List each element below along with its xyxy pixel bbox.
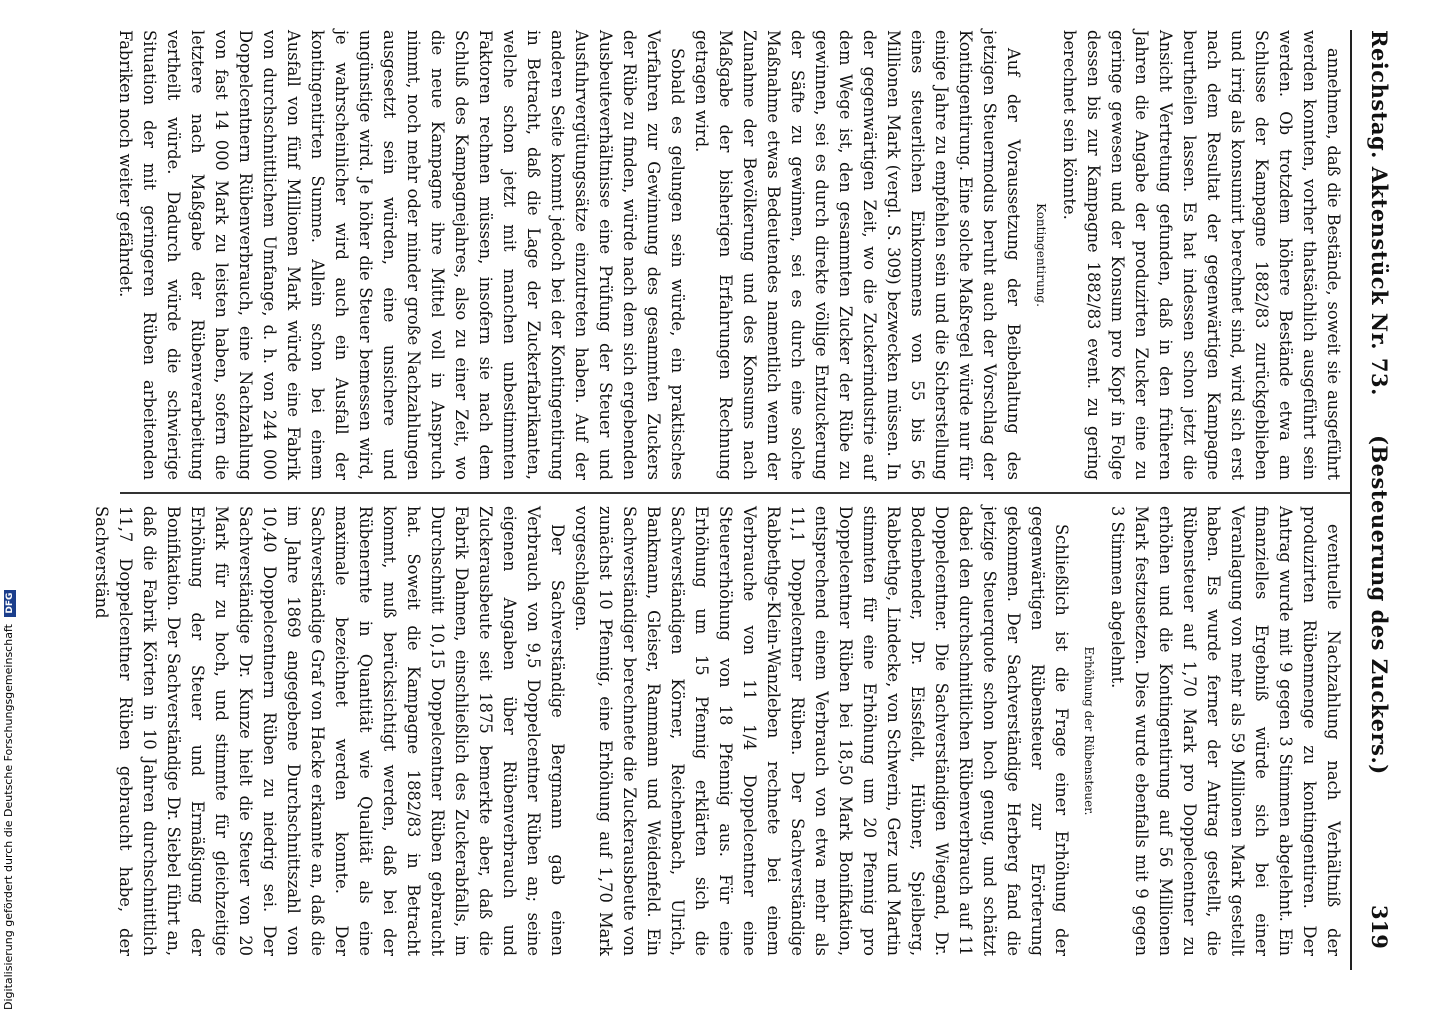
left-column xyxy=(113,30,1345,480)
right-column xyxy=(89,506,1345,956)
paragraph: Schließlich ist die Frage einer Erhöhung der gegenwärtigen Rübensteuer zur Erörterung gekommen. Der Sachverständige Herberg fand die jetzige Steuerquote schon hoch genug, und schätzt dabei den durchschnittlichen Rübenverbrauch auf 11 Doppelcentner. Die Sachverständigen Wiegand, Dr. Bodenbender, Dr. Eissfeldt, Hübner, Spielberg, Rabbethge, Lindecke, von Schwerin, Gerz und Martin stimmten für eine Erhöhung um 20 Pfennig pro Doppelcentner Rüben bei 18,50 Mark Bonifikation, entsprechend einem Verbrauch von etwa mehr als 11,1 Doppelcentner Rüben. Der Sachverständige Rabbethge-Klein-Wanzleben rechnete bei einem Verbrauche von 11 1/4 Doppelcentner eine Steuererhöhung von 18 Pfennig aus. Für eine Erhöhung um 15 Pfennig erklärten sich die Sachverständigen Körner, Reichenbach, Ulrich, Bankmann, Gleiser, Rammann und Weidenfeld. Ein Sachverständiger berechnete die Zuckerausbeute von zunächst 10 Pfennig, eine Erhöhung auf 1,70 Mark vorgeschlagen. xyxy=(572,506,1071,956)
dfg-logo: DFG xyxy=(4,590,16,617)
header-subtitle: (Besteuerung des Zuckers.) xyxy=(1367,434,1392,775)
page-header xyxy=(1367,30,1392,775)
column-divider xyxy=(120,492,1350,494)
paragraph: Der Sachverständige Bergmann gab einen Verbrauch von 9,5 Doppelcentner Rüben an; seine eigenen Angaben über Rübenverbrauch und Zuckerausbeute seit 1875 bemerkte aber, daß die Fabrik Dahmen, einschließlich des Zuckerabfalls, im Durchschnitt 10,15 Doppelcentner Rüben gebraucht hat. Soweit die Kampagne 1882/83 in Betracht kommt, muß berücksichtigt werden, daß bei der Rübenernte in Quantität wie Qualität als eine maximale bezeichnet werden konnte. Der Sachverständige Graf von Hacke erkannte an, daß die im Jahre 1869 angegebene Durchschnittszahl von 10,40 Doppelcentnern Rüben zu niedrig sei. Der Sachverständige Dr. Kunze hielt die Steuer von 20 Mark für zu hoch, und stimmte für gleichzeitige Erhöhung der Steuer und Ermäßigung der Bonifikation. Der Sachverständige Dr. Siebel führt an, daß die Fabrik Körten in 10 Jahren durchschnittlich 11,7 Doppelcentner Rüben gebraucht habe, der Sachverständ xyxy=(92,506,567,956)
paragraph: Sobald es gelungen sein würde, ein praktisches Verfahren zur Gewinnung des gesammten Zuckers der Rübe zu finden, würde nach dem sich ergebenden Ausbeuteverhältnisse eine Prüfung der Steuer und Ausfuhrvergütungssätze einzutreten haben. Auf der anderen Seite kommt jedoch bei der Kontingentirung in Betracht, daß die Lage der Zuckerfabrikanten, welche schon jetzt mit manchen unbestimmten Faktoren rechnen müssen, insofern sie nach dem Schluß des Kampagnejahres, also zu einer Zeit, wo die neue Kampagne ihre Mittel voll in Anspruch nimmt, noch mehr oder minder große Nachzahlungen ausgesetzt sein würden, eine unsichere und ungünstige wird. Je höher die Steuer bemessen wird, je wahrscheinlicher wird auch ein Ausfall der kontingentirten Summe. Allein schon bei einem Ausfall von fünf Millionen Mark würde eine Fabrik von durchschnittlichem Umfange, d. h. von 244 000 Doppelcentnern Rübenverbrauch, eine Nachzahlung von fast 14 000 Mark zu leisten haben, sofern die letztere nach Maßgabe der Rübenverarbeitung vertheilt würde. Dadurch würde die schwierige Situation der mit geringeren Rüben arbeitenden Fabriken noch weiter gefährdet. xyxy=(116,30,687,480)
paragraph: annehmen, daß die Bestände, soweit sie ausgeführt werden konnten, vorher thatsächlich ausgeführt sein werden. Ob trotzdem höhere Bestände etwa am Schlusse der Kampagne 1882/83 zurückgeblieben und irrig als konsumirt berechnet sind, wird sich erst nach dem Resultat der gegenwärtigen Kampagne beurtheilen lassen. Es hat indessen schon jetzt die Ansicht Vertretung gefunden, daß in den früheren Jahren die Angabe der produzirten Zucker eine zu geringe gewesen und der Konsum pro Kopf in Folge dessen bis zur Kampagne 1882/83 event. zu gering berechnet sein könnte. xyxy=(1060,30,1343,480)
header-rule xyxy=(1350,30,1352,970)
digitization-sidebar xyxy=(0,0,20,1010)
header-title: Reichstag. Aktenstück Nr. 73. xyxy=(1367,30,1392,396)
section-heading: Erhöhung der Rübensteuer. xyxy=(1082,646,1096,816)
section-heading: Kontingentirung. xyxy=(1034,203,1048,307)
page-number: 319 xyxy=(1367,905,1392,949)
paragraph: eventuelle Nachzahlung nach Verhältniß der produzirten Rübenmenge zu kontingentiren. Der Antrag wurde mit 9 gegen 3 Stimmen abgelehnt. Ein finanzielles Ergebniß würde sich bei einer Veranlagung von mehr als 59 Millionen Mark gestellt haben. Es wurde ferner der Antrag gestellt, die Rübensteuer auf 1,70 Mark pro Doppelcentner zu erhöhen und die Kontingentirung auf 56 Millionen Mark festzusetzen. Dies wurde ebenfalls mit 9 gegen 3 Stimmen abgelehnt. xyxy=(1108,506,1343,956)
digitization-credit: Digitalisierung gefördert durch die Deutsche Forschungsgemeinschaft xyxy=(2,624,15,1010)
paragraph: Auf der Voraussetzung der Beibehaltung des jetzigen Steuermodus beruht auch der Vorschlag der Kontingentirung. Eine solche Maßregel würde nur für einige Jahre zu empfehlen sein und die Sicherstellung eines steuerlichen Einkommens von 55 bis 56 Millionen Mark (vergl. S. 309) bezwecken müssen. In der gegenwärtigen Zeit, wo die Zuckerindustrie auf dem Wege ist, den gesammten Zucker der Rübe zu gewinnen, sei es durch direkte völlige Entzuckerung der Säfte zu gewinnen, sei es durch eine solche Maßnahme etwas Bedeutendes namentlich wenn der Zunahme der Bevölkerung und des Konsums nach Maßgabe der bisherigen Erfahrungen Rechnung getragen wird. xyxy=(692,30,1023,480)
